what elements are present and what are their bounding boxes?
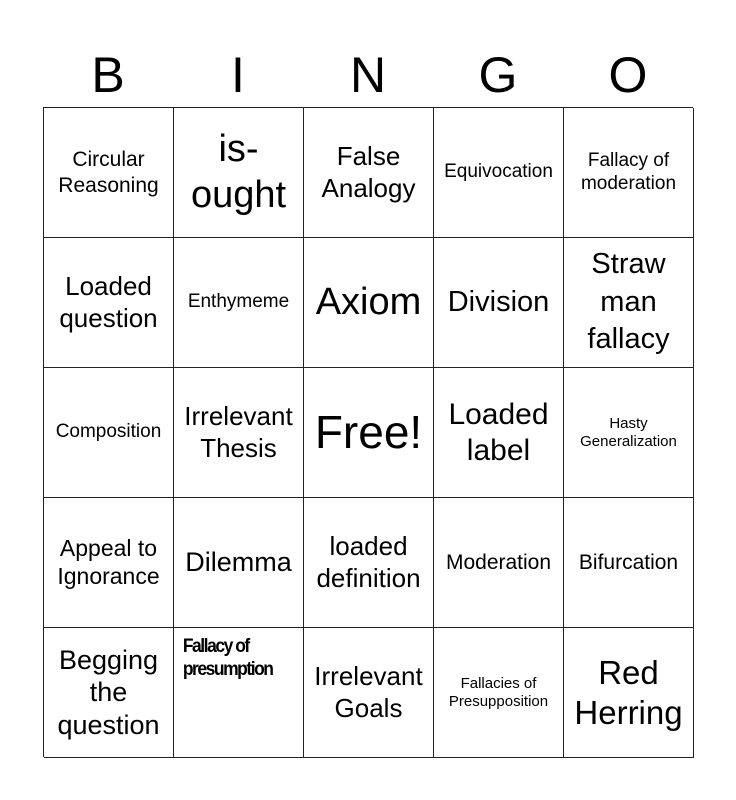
bingo-cell-r3c1[interactable] <box>44 368 174 498</box>
bingo-cell-r2c5[interactable] <box>564 238 694 368</box>
cell-label: Axiom <box>315 280 422 323</box>
bingo-cell-r3c4[interactable] <box>434 368 564 498</box>
cell-label: Fallacy of presumption <box>182 636 273 680</box>
cell-label: loaded definition <box>316 531 421 593</box>
cell-label: is-ought <box>190 127 287 216</box>
header-letter-g: G <box>478 47 518 103</box>
bingo-cell-r1c5[interactable] <box>564 108 694 238</box>
bingo-cell-r5c4[interactable] <box>434 628 564 758</box>
bingo-board <box>43 107 693 757</box>
bingo-cell-r5c3[interactable] <box>304 628 434 758</box>
cell-label: Fallacies of Presupposition <box>448 674 549 710</box>
cell-label: Circular Reasoning <box>58 148 159 197</box>
cell-label: Composition <box>55 421 162 443</box>
bingo-cell-r4c2[interactable] <box>174 498 304 628</box>
header-letter-i: I <box>231 47 245 103</box>
bingo-cell-r2c3[interactable] <box>304 238 434 368</box>
free-space-label: Free! <box>314 405 423 458</box>
cell-label: Straw man fallacy <box>587 247 670 356</box>
cell-label: Red Herring <box>574 653 683 731</box>
bingo-cell-r1c4[interactable] <box>434 108 564 238</box>
cell-label: Dilemma <box>185 547 292 578</box>
bingo-header <box>43 44 693 106</box>
bingo-cell-r2c4[interactable] <box>434 238 564 368</box>
bingo-cell-r2c2[interactable] <box>174 238 304 368</box>
cell-label: Moderation <box>445 550 552 574</box>
bingo-cell-r1c2[interactable] <box>174 108 304 238</box>
bingo-cell-r5c5[interactable] <box>564 628 694 758</box>
bingo-cell-r2c1[interactable] <box>44 238 174 368</box>
bingo-cell-r4c4[interactable] <box>434 498 564 628</box>
cell-label: Equivocation <box>444 161 553 183</box>
bingo-cell-r5c1[interactable] <box>44 628 174 758</box>
header-letter-o: O <box>608 47 648 103</box>
bingo-cell-r3c3[interactable] <box>304 368 434 498</box>
cell-label: Enthymeme <box>187 291 290 313</box>
header-letter-n: N <box>349 47 387 103</box>
cell-label: Irrelevant Thesis <box>184 401 293 463</box>
bingo-cell-r1c3[interactable] <box>304 108 434 238</box>
cell-label: Division <box>447 286 550 319</box>
cell-label: Irrelevant Goals <box>314 661 423 723</box>
cell-label: Appeal to Ignorance <box>57 534 160 589</box>
cell-label: Fallacy of moderation <box>580 149 677 194</box>
bingo-cell-r3c5[interactable] <box>564 368 694 498</box>
cell-label: Loaded label <box>448 397 549 467</box>
bingo-cell-r5c2[interactable] <box>174 628 304 758</box>
cell-label: Loaded question <box>59 271 158 333</box>
bingo-cell-r3c2[interactable] <box>174 368 304 498</box>
bingo-cell-r4c5[interactable] <box>564 498 694 628</box>
cell-label: Bifurcation <box>578 550 679 574</box>
cell-label: Hasty Generalization <box>580 414 677 450</box>
bingo-cell-r4c1[interactable] <box>44 498 174 628</box>
cell-label: Begging the question <box>57 644 160 740</box>
bingo-cell-r4c3[interactable] <box>304 498 434 628</box>
bingo-cell-r1c1[interactable] <box>44 108 174 238</box>
cell-label: False Analogy <box>321 141 416 203</box>
header-letter-b: B <box>91 47 125 103</box>
